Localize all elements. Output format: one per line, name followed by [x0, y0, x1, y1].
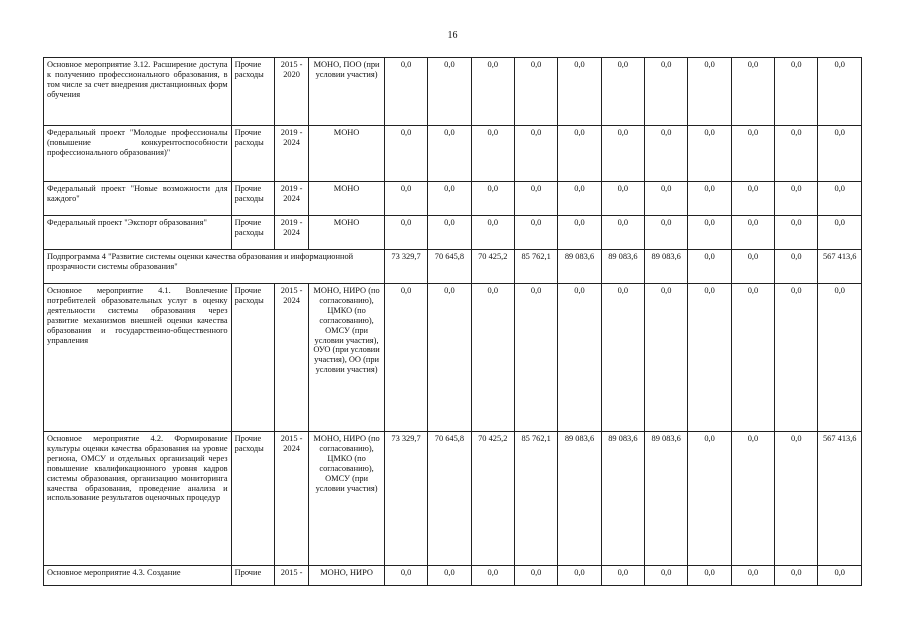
activity-name: Основное мероприятие 3.12. Расширение доступа к получению профессионального образования, в том числе за счет внедрения дистанционных форм обучения — [44, 58, 232, 126]
value-cell: 0,0 — [384, 216, 427, 250]
value-cell: 0,0 — [645, 58, 688, 126]
table-row — [44, 58, 862, 126]
table-row — [44, 566, 862, 586]
value-cell: 70 645,8 — [428, 250, 471, 284]
value-cell: 0,0 — [471, 216, 514, 250]
value-cell: 0,0 — [775, 126, 818, 182]
value-cell: 0,0 — [428, 182, 471, 216]
value-cell: 0,0 — [818, 58, 862, 126]
funding-source: Прочие расходы — [231, 284, 274, 432]
value-cell: 70 425,2 — [471, 250, 514, 284]
value-cell: 0,0 — [645, 566, 688, 586]
value-cell: 0,0 — [471, 58, 514, 126]
value-cell: 0,0 — [731, 182, 774, 216]
value-cell: 0,0 — [514, 182, 557, 216]
funding-source: Прочие расходы — [231, 126, 274, 182]
value-cell: 0,0 — [645, 284, 688, 432]
value-cell: 0,0 — [818, 216, 862, 250]
value-cell: 0,0 — [514, 126, 557, 182]
funding-source: Прочие расходы — [231, 58, 274, 126]
value-cell: 0,0 — [645, 126, 688, 182]
value-cell: 0,0 — [514, 58, 557, 126]
activity-name: Федеральный проект "Экспорт образования" — [44, 216, 232, 250]
value-cell: 0,0 — [601, 58, 644, 126]
value-cell: 0,0 — [688, 284, 731, 432]
executor: МОНО, ПОО (при условии участия) — [309, 58, 385, 126]
activity-name: Основное мероприятие 4.1. Вовлечение потребителей образовательных услуг в оценку деятельности системы образования через развитие механизмов внешней оценки качества образования и государственно-общественного управления — [44, 284, 232, 432]
value-cell: 0,0 — [428, 216, 471, 250]
period: 2015 - 2024 — [274, 432, 308, 566]
period: 2015 - 2020 — [274, 58, 308, 126]
value-cell: 0,0 — [688, 250, 731, 284]
value-cell: 89 083,6 — [601, 250, 644, 284]
value-cell: 0,0 — [818, 566, 862, 586]
value-cell: 0,0 — [558, 216, 601, 250]
period: 2019 - 2024 — [274, 126, 308, 182]
value-cell: 0,0 — [688, 58, 731, 126]
value-cell: 0,0 — [384, 58, 427, 126]
value-cell: 70 645,8 — [428, 432, 471, 566]
value-cell: 0,0 — [775, 566, 818, 586]
value-cell: 0,0 — [471, 126, 514, 182]
value-cell: 0,0 — [818, 284, 862, 432]
value-cell: 0,0 — [731, 432, 774, 566]
value-cell: 0,0 — [775, 58, 818, 126]
period: 2019 - 2024 — [274, 182, 308, 216]
value-cell: 0,0 — [428, 284, 471, 432]
value-cell: 0,0 — [471, 182, 514, 216]
value-cell: 0,0 — [731, 58, 774, 126]
executor: МОНО — [309, 126, 385, 182]
budget-table — [43, 57, 862, 586]
table-row — [44, 126, 862, 182]
value-cell: 567 413,6 — [818, 250, 862, 284]
period: 2015 - 2024 — [274, 284, 308, 432]
value-cell: 85 762,1 — [514, 432, 557, 566]
value-cell: 0,0 — [514, 284, 557, 432]
subprogram-name: Подпрограмма 4 "Развитие системы оценки качества образования и информационной прозрачности системы образования" — [44, 250, 385, 284]
value-cell: 0,0 — [384, 126, 427, 182]
table-row — [44, 284, 862, 432]
page-number: 16 — [447, 30, 458, 41]
value-cell: 567 413,6 — [818, 432, 862, 566]
value-cell: 0,0 — [818, 182, 862, 216]
value-cell: 0,0 — [775, 216, 818, 250]
value-cell: 0,0 — [601, 182, 644, 216]
value-cell: 0,0 — [558, 58, 601, 126]
activity-name: Федеральный проект "Новые возможности для каждого" — [44, 182, 232, 216]
value-cell: 0,0 — [731, 250, 774, 284]
value-cell: 0,0 — [731, 216, 774, 250]
value-cell: 0,0 — [775, 182, 818, 216]
value-cell: 0,0 — [688, 182, 731, 216]
value-cell: 89 083,6 — [645, 432, 688, 566]
value-cell: 0,0 — [514, 566, 557, 586]
value-cell: 0,0 — [471, 284, 514, 432]
activity-name: Основное мероприятие 4.3. Создание — [44, 566, 232, 586]
executor: МОНО, НИРО (по согласованию), ЦМКО (по согласованию), ОМСУ (при условии участия), ОУО (при условии участия), ОО (при условии участия) — [309, 284, 385, 432]
value-cell: 0,0 — [601, 216, 644, 250]
value-cell: 89 083,6 — [645, 250, 688, 284]
table-row — [44, 216, 862, 250]
value-cell: 0,0 — [384, 566, 427, 586]
value-cell: 0,0 — [775, 284, 818, 432]
table-row — [44, 250, 862, 284]
value-cell: 0,0 — [645, 182, 688, 216]
funding-source: Прочие расходы — [231, 216, 274, 250]
funding-source: Прочие — [231, 566, 274, 586]
value-cell: 0,0 — [775, 432, 818, 566]
table-row — [44, 182, 862, 216]
value-cell: 0,0 — [558, 126, 601, 182]
executor: МОНО, НИРО — [309, 566, 385, 586]
period: 2019 - 2024 — [274, 216, 308, 250]
value-cell: 89 083,6 — [601, 432, 644, 566]
value-cell: 0,0 — [688, 126, 731, 182]
activity-name: Федеральный проект "Молодые профессионалы (повышение конкурентоспособности профессионального образования)" — [44, 126, 232, 182]
executor: МОНО — [309, 182, 385, 216]
value-cell: 0,0 — [601, 126, 644, 182]
value-cell: 0,0 — [645, 216, 688, 250]
value-cell: 0,0 — [428, 126, 471, 182]
executor: МОНО, НИРО (по согласованию), ЦМКО (по согласованию), ОМСУ (при условии участия) — [309, 432, 385, 566]
period: 2015 - — [274, 566, 308, 586]
value-cell: 73 329,7 — [384, 432, 427, 566]
value-cell: 0,0 — [428, 566, 471, 586]
value-cell: 0,0 — [601, 566, 644, 586]
funding-source: Прочие расходы — [231, 432, 274, 566]
value-cell: 0,0 — [775, 250, 818, 284]
value-cell: 0,0 — [384, 182, 427, 216]
table-row — [44, 432, 862, 566]
value-cell: 85 762,1 — [514, 250, 557, 284]
value-cell: 0,0 — [384, 284, 427, 432]
executor: МОНО — [309, 216, 385, 250]
activity-name: Основное мероприятие 4.2. Формирование культуры оценки качества образования на уровне региона, ОМСУ и отдельных организаций через повышение квалификационного уровня кадров системы образования, организацию мониторинга качества образования, проведение анализа и использование результатов оценочных процедур — [44, 432, 232, 566]
value-cell: 0,0 — [428, 58, 471, 126]
value-cell: 0,0 — [514, 216, 557, 250]
value-cell: 73 329,7 — [384, 250, 427, 284]
value-cell: 0,0 — [731, 566, 774, 586]
value-cell: 0,0 — [688, 432, 731, 566]
value-cell: 0,0 — [558, 284, 601, 432]
value-cell: 0,0 — [688, 216, 731, 250]
value-cell: 0,0 — [731, 126, 774, 182]
value-cell: 0,0 — [558, 182, 601, 216]
value-cell: 0,0 — [601, 284, 644, 432]
value-cell: 0,0 — [731, 284, 774, 432]
value-cell: 89 083,6 — [558, 250, 601, 284]
value-cell: 0,0 — [558, 566, 601, 586]
funding-source: Прочие расходы — [231, 182, 274, 216]
value-cell: 89 083,6 — [558, 432, 601, 566]
value-cell: 70 425,2 — [471, 432, 514, 566]
value-cell: 0,0 — [471, 566, 514, 586]
value-cell: 0,0 — [818, 126, 862, 182]
value-cell: 0,0 — [688, 566, 731, 586]
